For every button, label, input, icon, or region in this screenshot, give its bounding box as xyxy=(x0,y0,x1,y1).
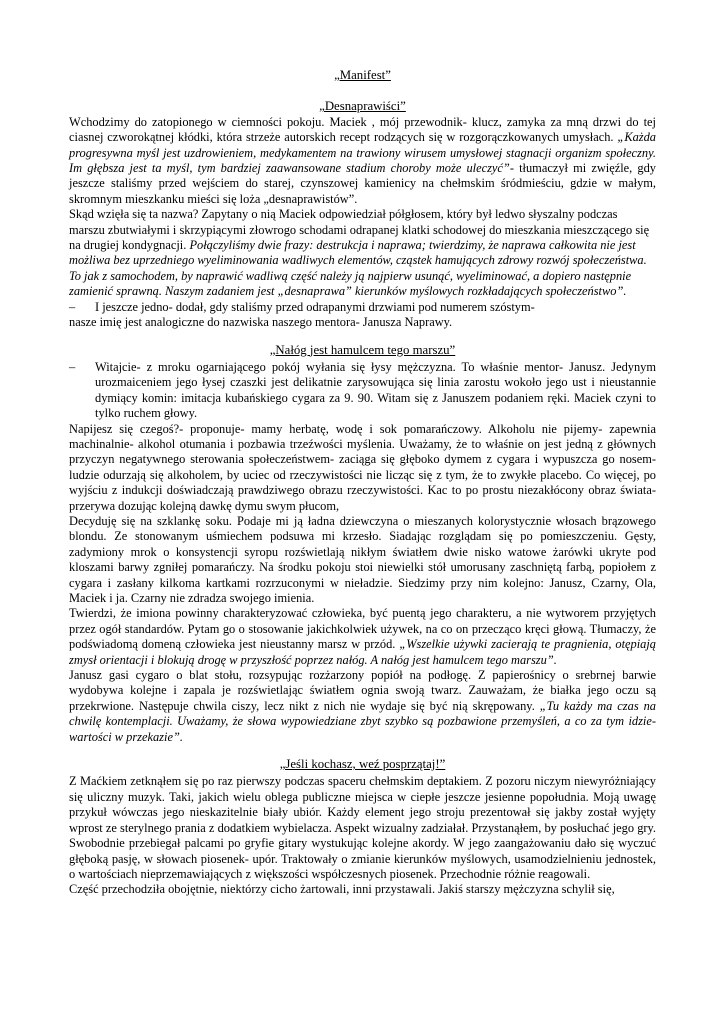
paragraph-text: Wchodzimy do zatopionego w ciemności pokoju. Maciek , mój przewodnik- klucz, zamyka za mną drzwi do tej ciasnej czworokątnej kłódki, która strzeże autorskich recept rodzących się w rozgorączkowanych umysłach. xyxy=(69,114,656,145)
quote-text: „Tu każdy ma czas na chwilę kontemplacji. Uważamy, że słowa wypowiedziane zbyt szybko są pozbawione przemyśleń, a co za tym idzie- wartości w przekazie”. xyxy=(69,698,656,744)
dash-marker: – xyxy=(69,359,76,374)
section-heading-desnaprawisci: „Desnaprawiści” xyxy=(319,99,406,114)
paragraph: Z Maćkiem zetknąłem się po raz pierwszy podczas spaceru chełmskim deptakiem. Z pozoru niczym niewyróżniający się uliczny muzyk. Taki, jakich wielu oblega publiczne miejsca w ciepłe jeszcze jesienne popołudnia. Moją uwagę przykuł wówczas jego nieskazitelnie biały ubiór. Każdy element jego stroju prezentował się jakby został wyjęty wprost ze sterylnego prania z dodatkiem wybielacza. Aspekt wizualny zadziałał. Przystanąłem, by posłuchać jego gry. Swobodnie przebiegał palcami po gryfie gitary wystukując kolejne akordy. W jego zaangażowaniu dało się wyczuć głęboką pasję, w słowach piosenek- upór. Traktowały o zmianie kierunków myślowych, usamodzielnieniu jednostek, o wartościach nieprzemawiających z większości współczesnych piosenek. Przechodnie różnie reagowali. xyxy=(69,774,656,881)
paragraph xyxy=(69,115,656,207)
dash-marker: – xyxy=(69,299,76,314)
paragraph: Napijesz się czegoś?- proponuje- mamy herbatę, wodę i sok pomarańczowy. Alkoholu nie pijemy- zapewnia machinalnie- alkohol otumania i pozbawia trzeźwości myślenia. Uważamy, że to właśnie on jest jedną z głównych przyczyn negatywnego sterowania społeczeństwem- zaciąga się głęboko dymem z cygara i wypuszcza go nosem- ludzie odurzają się alkoholem, by uciec od rzeczywistości nie licząc się z tym, że to zwykłe placebo. Co więcej, po wyjściu z indukcji doświadczają prawdziwego obrazu rzeczywistości. Kac to po prostu niezakłócony obraz świata- przerywa dozując kolejną dawkę dymu swym płucom, xyxy=(69,421,656,513)
dash-paragraph xyxy=(69,300,656,315)
quote-text: „Wszelkie używki zacierają te pragnienia, otępiają zmysł orientacji i blokują drogę w przyszłość poprzez nałóg. A nałóg jest hamulcem tego marszu”. xyxy=(69,637,657,667)
paragraph xyxy=(69,668,656,745)
section-heading-nalog: „Nałóg jest hamulcem tego marszu” xyxy=(269,342,456,357)
quote-text: Połączyliśmy dwie frazy: destrukcja i naprawa; twierdzimy, że naprawa całkowita nie jest możliwa bez uprzedniego wyeliminowania wadliwych elementów, cząstek hamujących zdrowy rozwój społeczeństwa. To jak z samochodem, by naprawić wadliwą część należy ją najpierw usunąć, wyeliminować, a dopiero następnie zamienić sprawną. Naszym zadaniem jest „desnaprawa” kierunków myślowych rozkładających społeczeństwo”. xyxy=(69,238,647,299)
paragraph xyxy=(69,606,656,668)
paragraph: nasze imię jest analogiczne do nazwiska naszego mentora- Janusza Naprawy. xyxy=(69,315,453,330)
paragraph-text: Janusz gasi cygaro o blat stołu, rozsypując rozżarzony popiół na podłogę. Z papierośnicy o srebrnej barwie wydobywa kolejne i zapala je rozświetlając światłem ognia swoją twarz. Zauważam, że białka jego oczu są przekrwione. Następuje chwila ciszy, lecz nikt z nich nie wydaje się być nią skrępowany. xyxy=(69,668,656,713)
paragraph: Decyduję się na szklankę soku. Podaje mi ją ładna dziewczyna o mieszanych kolorystycznie włosach brązowego blondu. Ze stonowanym uśmiechem podsuwa mi krzesło. Siadając rozglądam się po pomieszczeniu. Gęsty, zadymiony mrok o konsystencji syropu rozświetlają nikłym światłem dwie nisko watowe żarówki ukryte pod kloszami barwy zgniłej pomarańczy. Na środku pokoju stoi niewielki stół umorusany zaschniętą farbą, popiołem z cygara i zasłany kilkoma kartkami rozrzuconymi w nieładzie. Siedzimy przy nim kolejno: Janusz, Czarny, Ola, Maciek i ja. Czarny nie zdradza swojego imienia. xyxy=(69,513,656,605)
quote-text: „Każda progresywna myśl jest uzdrowieniem, medykamentem na trawiony wirusem umysłowej stagnacji organizm społeczny. Im głębsza jest ta myśl, tym bardziej zaawansowane stadium choroby może uleczyć” xyxy=(69,130,656,176)
paragraph: Część przechodziła obojętnie, niektórzy cicho żartowali, inni przystawali. Jakiś starszy mężczyzna schylił się, xyxy=(69,882,615,897)
paragraph-text: Witajcie- z mroku ogarniającego pokój wyłania się łysy mężczyzna. To właśnie mentor- Janusz. Jedynym urozmaiceniem jego łysej czaszki jest delikatnie zarysowująca się linia zarostu wokoło jego ust i nieustannie dymiący komin: imitacja kubańskiego cygara za 9. 90. Witam się z Januszem podaniem ręki. Maciek czyni to tylko ruchem głowy. xyxy=(95,359,656,421)
paragraph-text: - tłumaczył mi zwięźle, gdy jeszcze staliśmy przed wejściem do starej, czynszowej kamienicy na chełmskim śródmieściu, gdzie w małym, skromnym mieszkanku mieści się loża „desnaprawistów”. xyxy=(69,161,656,206)
paragraph-text: Skąd wzięła się ta nazwa? Zapytany o nią Maciek odpowiedział półgłosem, który był ledwo słyszalny podczas marszu zbutwiałymi i skrzypiącymi złowrogo schodami odrapanej klatki schodowej do mieszkania mieszczącego się na drugiej kondygnacji. xyxy=(69,207,650,253)
paragraph-text: Twierdzi, że imiona powinny charakteryzować człowieka, być puentą jego charakteru, a nie wytworem przyjętych przez ogół standardów. Pytam go o stosowanie jakichkolwiek używek, na co on przecząco kręci głową. Tłumaczy, że podświadomą domeną człowieka jest nieustanny marsz w przód. xyxy=(69,606,656,652)
dash-paragraph xyxy=(69,360,656,422)
paragraph xyxy=(69,207,656,299)
section-heading-jesli-kochasz: „Jeśli kochasz, weź posprzątaj!” xyxy=(279,757,446,772)
document-page xyxy=(69,68,656,898)
paragraph-text: I jeszcze jedno- dodał, gdy staliśmy przed odrapanymi drzwiami pod numerem szóstym- xyxy=(95,299,535,314)
document-title: „Manifest” xyxy=(334,68,391,82)
